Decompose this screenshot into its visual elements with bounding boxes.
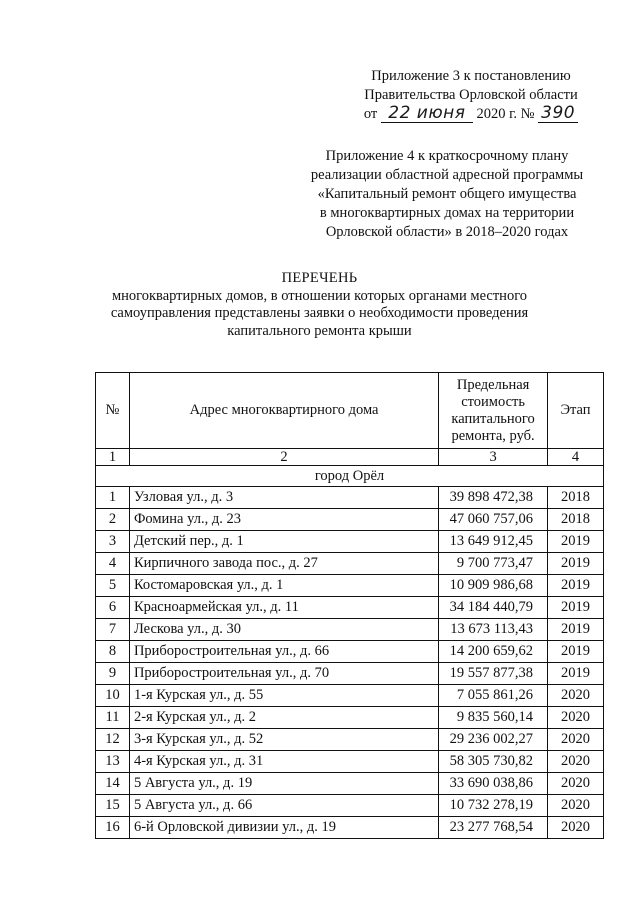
table-row bbox=[96, 575, 604, 597]
row-cost: 10 909 986,68 bbox=[439, 575, 548, 597]
column-index: 4 bbox=[548, 449, 604, 466]
row-address: Лескова ул., д. 30 bbox=[129, 619, 438, 641]
table-row bbox=[96, 685, 604, 707]
row-address: Красноармейская ул., д. 11 bbox=[129, 597, 438, 619]
row-address: Приборостроительная ул., д. 70 bbox=[129, 663, 438, 685]
row-stage: 2020 bbox=[548, 729, 604, 751]
row-address: 2-я Курская ул., д. 2 bbox=[129, 707, 438, 729]
title-heading: ПЕРЕЧЕНЬ bbox=[281, 270, 358, 286]
row-stage: 2018 bbox=[548, 487, 604, 509]
row-number: 2 bbox=[96, 509, 130, 531]
row-address: 1-я Курская ул., д. 55 bbox=[129, 685, 438, 707]
row-cost: 34 184 440,79 bbox=[439, 597, 548, 619]
table-row bbox=[96, 509, 604, 531]
appendix-4-line-2: реализации областной адресной программы bbox=[310, 167, 584, 183]
resolution-date-line bbox=[351, 105, 591, 124]
row-address: Узловая ул., д. 3 bbox=[129, 487, 438, 509]
table-row bbox=[96, 531, 604, 553]
row-stage: 2018 bbox=[548, 509, 604, 531]
row-cost: 10 732 278,19 bbox=[439, 795, 548, 817]
row-cost: 7 055 861,26 bbox=[439, 685, 548, 707]
row-stage: 2019 bbox=[548, 531, 604, 553]
row-stage: 2020 bbox=[548, 773, 604, 795]
row-stage: 2019 bbox=[548, 641, 604, 663]
row-cost: 39 898 472,38 bbox=[439, 487, 548, 509]
table-row bbox=[96, 707, 604, 729]
row-number: 9 bbox=[96, 663, 130, 685]
column-index-row bbox=[96, 449, 604, 466]
table-header-row bbox=[96, 373, 604, 449]
table-row bbox=[96, 795, 604, 817]
title-line-2: самоуправления представлены заявки о необходимости проведения bbox=[110, 305, 529, 321]
column-index: 2 bbox=[129, 449, 438, 466]
table-row bbox=[96, 487, 604, 509]
table-row bbox=[96, 597, 604, 619]
column-index: 1 bbox=[96, 449, 130, 466]
row-number: 14 bbox=[96, 773, 130, 795]
row-number: 13 bbox=[96, 751, 130, 773]
row-number: 10 bbox=[96, 685, 130, 707]
header-address: Адрес многоквартирного дома bbox=[129, 373, 438, 449]
row-number: 7 bbox=[96, 619, 130, 641]
handwritten-number: 390 bbox=[538, 105, 578, 123]
row-number: 1 bbox=[96, 487, 130, 509]
row-cost: 58 305 730,82 bbox=[439, 751, 548, 773]
row-stage: 2019 bbox=[548, 575, 604, 597]
row-cost: 47 060 757,06 bbox=[439, 509, 548, 531]
row-cost: 9 835 560,14 bbox=[439, 707, 548, 729]
row-cost: 9 700 773,47 bbox=[439, 553, 548, 575]
table-row bbox=[96, 817, 604, 839]
row-address: Детский пер., д. 1 bbox=[129, 531, 438, 553]
row-number: 3 bbox=[96, 531, 130, 553]
header-cost: Предельная стоимость капитального ремонта, руб. bbox=[439, 373, 548, 449]
table-row bbox=[96, 641, 604, 663]
appendix-4-line-5: Орловской области» в 2018–2020 годах bbox=[325, 224, 569, 240]
row-stage: 2020 bbox=[548, 795, 604, 817]
appendix-3-line-2: Правительства Орловской области bbox=[364, 87, 578, 103]
column-index: 3 bbox=[439, 449, 548, 466]
row-stage: 2019 bbox=[548, 619, 604, 641]
row-cost: 13 673 113,43 bbox=[439, 619, 548, 641]
table-row bbox=[96, 729, 604, 751]
row-cost: 14 200 659,62 bbox=[439, 641, 548, 663]
year-number-label: 2020 г. № bbox=[476, 106, 535, 122]
row-number: 16 bbox=[96, 817, 130, 839]
document-title bbox=[0, 270, 639, 340]
row-stage: 2020 bbox=[548, 751, 604, 773]
table-row bbox=[96, 553, 604, 575]
row-stage: 2020 bbox=[548, 817, 604, 839]
table-row bbox=[96, 751, 604, 773]
row-stage: 2019 bbox=[548, 597, 604, 619]
table-row bbox=[96, 663, 604, 685]
header-number: № bbox=[96, 373, 130, 449]
row-number: 5 bbox=[96, 575, 130, 597]
row-cost: 29 236 002,27 bbox=[439, 729, 548, 751]
row-address: 4-я Курская ул., д. 31 bbox=[129, 751, 438, 773]
buildings-table bbox=[95, 372, 604, 839]
row-number: 6 bbox=[96, 597, 130, 619]
table-row bbox=[96, 773, 604, 795]
appendix-4-line-4: в многоквартирных домах на территории bbox=[319, 205, 575, 221]
row-address: 5 Августа ул., д. 66 bbox=[129, 795, 438, 817]
appendix-3-header bbox=[351, 67, 591, 124]
row-address: Костомаровская ул., д. 1 bbox=[129, 575, 438, 597]
row-stage: 2019 bbox=[548, 663, 604, 685]
row-address: Фомина ул., д. 23 bbox=[129, 509, 438, 531]
row-address: Приборостроительная ул., д. 66 bbox=[129, 641, 438, 663]
city-name: город Орёл bbox=[96, 466, 604, 487]
row-address: 3-я Курская ул., д. 52 bbox=[129, 729, 438, 751]
row-cost: 13 649 912,45 bbox=[439, 531, 548, 553]
row-cost: 23 277 768,54 bbox=[439, 817, 548, 839]
handwritten-date: 22 июня bbox=[381, 105, 473, 123]
appendix-4-line-1: Приложение 4 к краткосрочному плану bbox=[325, 148, 569, 164]
city-row bbox=[96, 466, 604, 487]
row-number: 12 bbox=[96, 729, 130, 751]
row-address: 6-й Орловской дивизии ул., д. 19 bbox=[129, 817, 438, 839]
from-label: от bbox=[363, 106, 378, 122]
appendix-4-header bbox=[297, 147, 597, 242]
row-stage: 2020 bbox=[548, 685, 604, 707]
header-stage: Этап bbox=[548, 373, 604, 449]
table-row bbox=[96, 619, 604, 641]
row-stage: 2020 bbox=[548, 707, 604, 729]
appendix-3-line-1: Приложение 3 к постановлению bbox=[371, 68, 571, 84]
row-stage: 2019 bbox=[548, 553, 604, 575]
row-number: 11 bbox=[96, 707, 130, 729]
row-cost: 19 557 877,38 bbox=[439, 663, 548, 685]
row-number: 4 bbox=[96, 553, 130, 575]
row-number: 15 bbox=[96, 795, 130, 817]
row-address: Кирпичного завода пос., д. 27 bbox=[129, 553, 438, 575]
row-number: 8 bbox=[96, 641, 130, 663]
row-address: 5 Августа ул., д. 19 bbox=[129, 773, 438, 795]
title-line-3: капитального ремонта крыши bbox=[227, 322, 412, 339]
appendix-4-line-3: «Капитальный ремонт общего имущества bbox=[317, 186, 577, 202]
row-cost: 33 690 038,86 bbox=[439, 773, 548, 795]
title-line-1: многоквартирных домов, в отношении которых органами местного bbox=[111, 287, 528, 304]
